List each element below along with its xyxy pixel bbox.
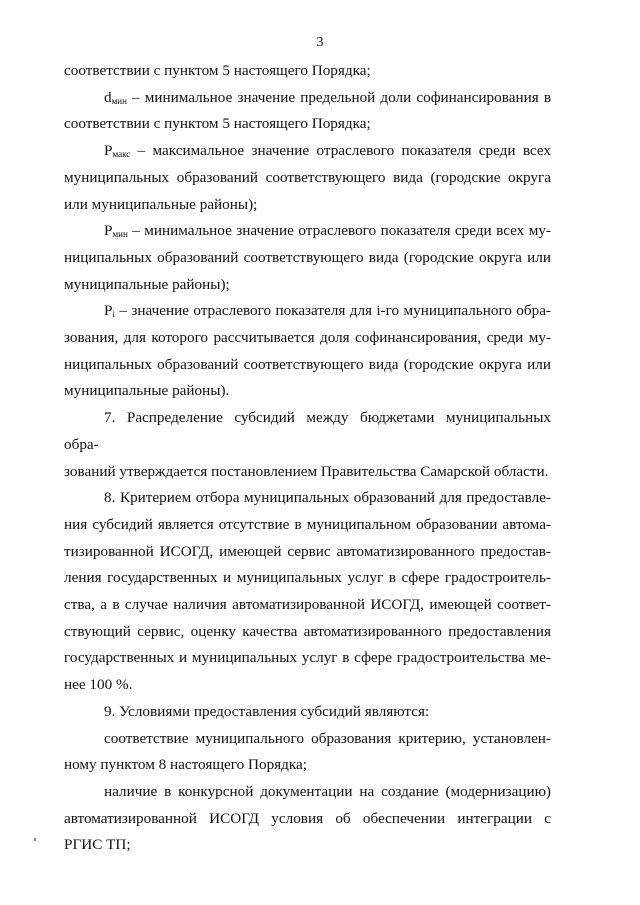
paragraph-item-8 [64, 485, 551, 699]
document-body [64, 58, 551, 859]
text-line: ниципальных образований соответствующего вида (городские округа или [64, 248, 551, 266]
text-line: ления государственных и муниципальных услуг в сфере градостроитель- [64, 569, 551, 587]
text-line: 7. Распределение субсидий между бюджетами муниципальных обра- [64, 409, 551, 453]
definition-p-max [64, 138, 551, 218]
text-line: муниципальные районы). [64, 382, 230, 400]
text-line: государственных и муниципальных услуг в сфере градостроительства ме- [64, 649, 551, 667]
formula-subscript: макс [112, 149, 131, 160]
text-line: ниципальных образований соответствующего вида (городские округа или [64, 355, 551, 373]
text-line: ния субсидий является отсутствие в муниципальном образовании автома- [64, 515, 551, 533]
definition-p-min [64, 218, 551, 298]
text-line: ства, а в случае наличия автоматизированной ИСОГД, имеющей соответ- [64, 596, 551, 614]
definition-d-min [64, 85, 551, 138]
text-line: РГИС ТП; [64, 836, 131, 854]
text-line: 8. Критерием отбора муниципальных образований для предоставле- [104, 489, 551, 507]
text-line: муниципальных образований соответствующего вида (городские округа [64, 168, 551, 186]
formula-subscript: мин [112, 229, 128, 240]
text-line: муниципальные районы); [64, 275, 230, 293]
text-line: соответствие муниципального образования критерию, установлен- [104, 729, 551, 747]
text-line: зования, для которого рассчитывается доля софинансирования, среди му- [64, 329, 551, 347]
text-line: или муниципальные районы); [64, 195, 258, 213]
text-line [64, 298, 551, 325]
paragraph-condition-2 [64, 779, 551, 859]
formula-symbol: P [104, 222, 113, 240]
definition-text: – минимальное значение предельной доли софинансирования в [126, 88, 551, 106]
text-line: наличие в конкурсной документации на создание (модернизацию) [104, 782, 551, 800]
definition-p-i [64, 298, 551, 405]
paragraph-item-9 [64, 699, 551, 726]
text-line: зований утверждается постановлением Правительства Самарской области. [64, 462, 549, 480]
formula-symbol: P [104, 302, 113, 320]
scan-speck [34, 838, 36, 841]
formula-subscript: мин [111, 95, 127, 106]
text-line: автоматизированной ИСОГД условия об обеспечении интеграции с [64, 809, 551, 827]
paragraph-condition-1 [64, 726, 551, 779]
text-line [64, 138, 551, 165]
text-line: тизированной ИСОГД, имеющей сервис автоматизированного предостав- [64, 542, 551, 560]
text-line [64, 85, 551, 112]
formula-subscript: i [112, 309, 115, 320]
text-line: нее 100 %. [64, 676, 133, 694]
text-line: соответствии с пунктом 5 настоящего Порядка; [64, 62, 371, 79]
text-line: ствующий сервис, оценку качества автоматизированного предоставления [64, 622, 551, 640]
text-line [64, 218, 551, 245]
text-line: соответствии с пунктом 5 настоящего Порядка; [64, 115, 371, 133]
definition-text: – значение отраслевого показателя для i-го муниципального обра- [114, 302, 551, 320]
paragraph-item-7 [64, 405, 551, 485]
definition-text: – максимальное значение отраслевого показателя среди всех [130, 142, 551, 160]
formula-symbol: d [104, 88, 112, 106]
page-number: 3 [316, 35, 324, 50]
definition-text: – минимальное значение отраслевого показателя среди всех му- [127, 222, 551, 240]
paragraph-continuation [64, 58, 551, 85]
text-line: ному пунктом 8 настоящего Порядка; [64, 756, 307, 774]
text-line: 9. Условиями предоставления субсидий являются: [104, 702, 430, 720]
formula-symbol: P [104, 142, 113, 160]
